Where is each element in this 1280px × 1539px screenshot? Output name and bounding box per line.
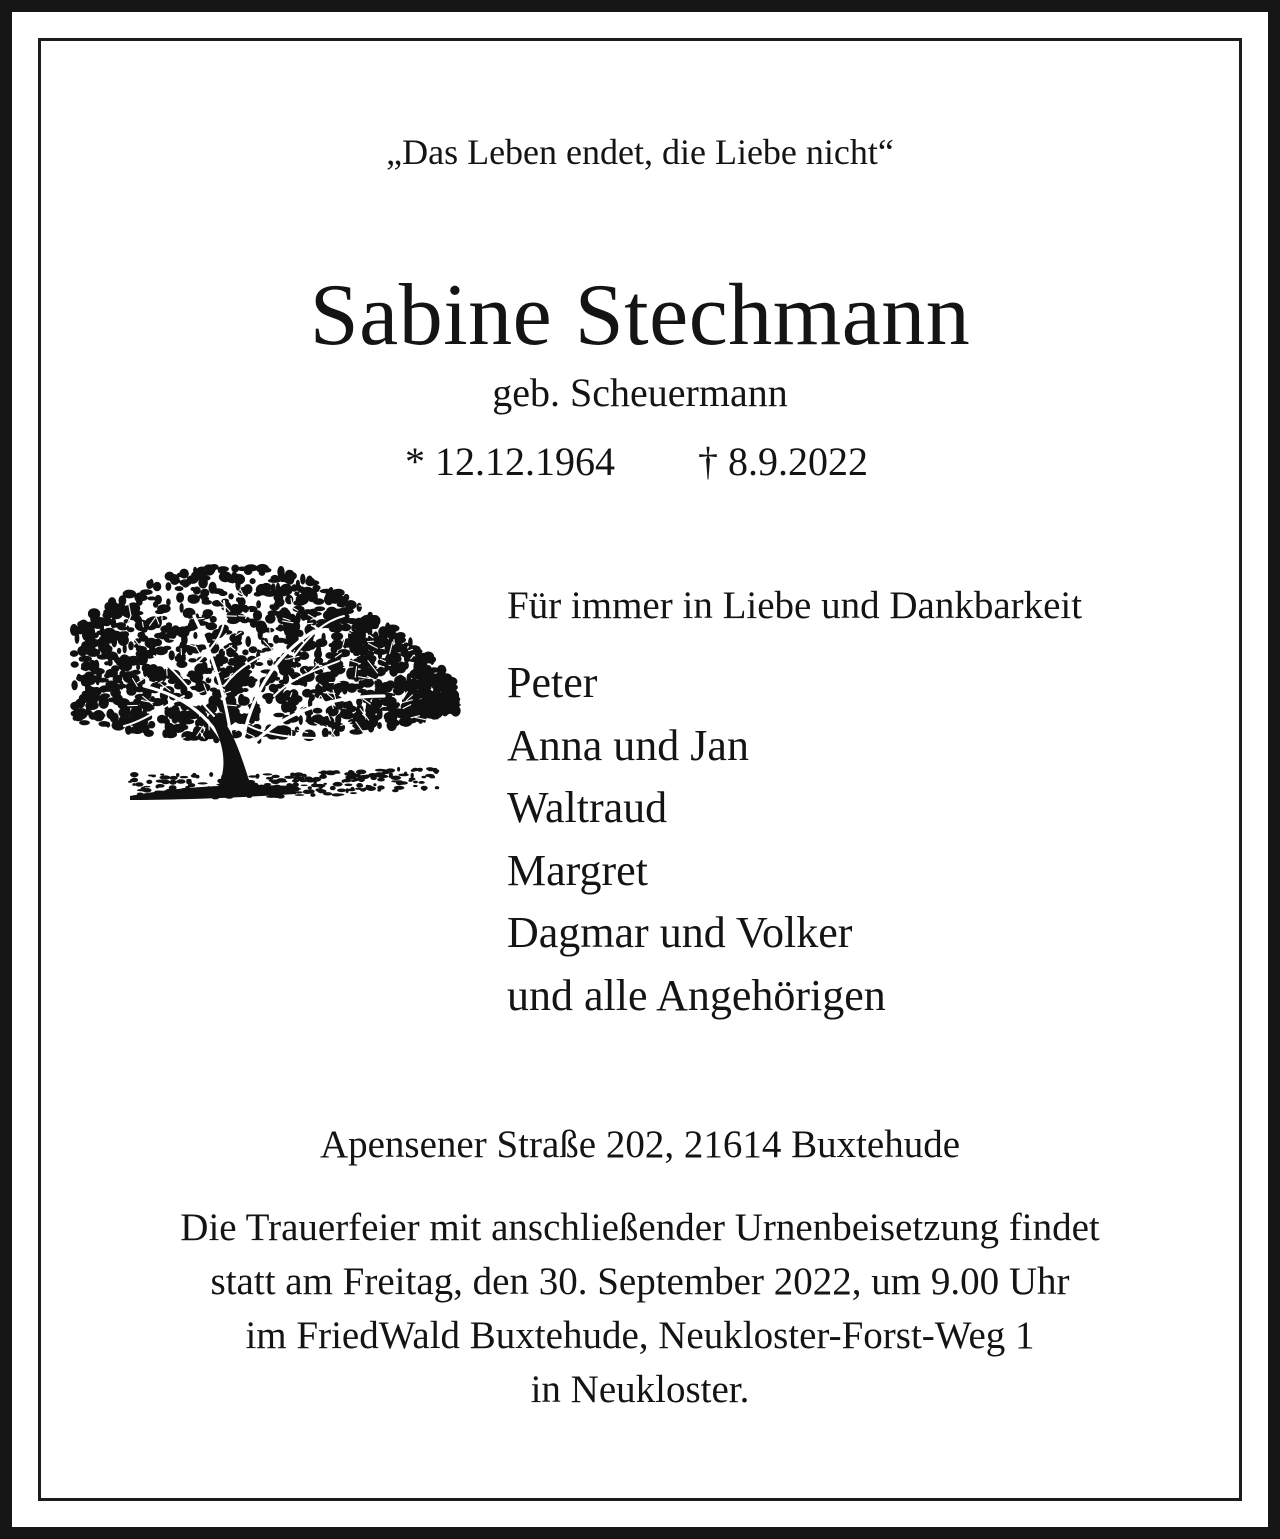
tree-icon (64, 546, 464, 808)
ceremony-line: im FriedWald Buxtehude, Neukloster-Forst-Weg 1 (245, 1314, 1035, 1357)
mourner-name: Anna und Jan (507, 720, 749, 770)
mourner-name: Dagmar und Volker (507, 908, 853, 957)
mourners-block (507, 582, 1227, 1027)
mourner-name: Margret (507, 845, 648, 895)
birth-date: * 12.12.1964 (405, 439, 615, 484)
ceremony-line: Die Trauerfeier mit anschließender Urnenbeisetzung findet (180, 1206, 1100, 1249)
mourner-name: und alle Angehörigen (507, 970, 886, 1020)
mourner-name: Peter (507, 658, 598, 707)
mourner-list (507, 652, 1227, 1027)
address: Apensener Straße 202, 21614 Buxtehude (319, 1123, 961, 1166)
maiden-name: geb. Scheuermann (492, 370, 788, 415)
motto: „Das Leben endet, die Liebe nicht“ (386, 132, 894, 172)
deceased-name: Sabine Stechmann (309, 267, 971, 364)
ceremony-line: statt am Freitag, den 30. September 2022, um 9.00 Uhr (210, 1260, 1070, 1303)
ceremony-line: in Neukloster. (530, 1368, 750, 1411)
gratitude-line: Für immer in Liebe und Dankbarkeit (507, 584, 1083, 627)
ceremony-info (0, 1201, 1280, 1417)
mourner-name: Waltraud (507, 783, 668, 832)
death-date: † 8.9.2022 (698, 439, 868, 484)
